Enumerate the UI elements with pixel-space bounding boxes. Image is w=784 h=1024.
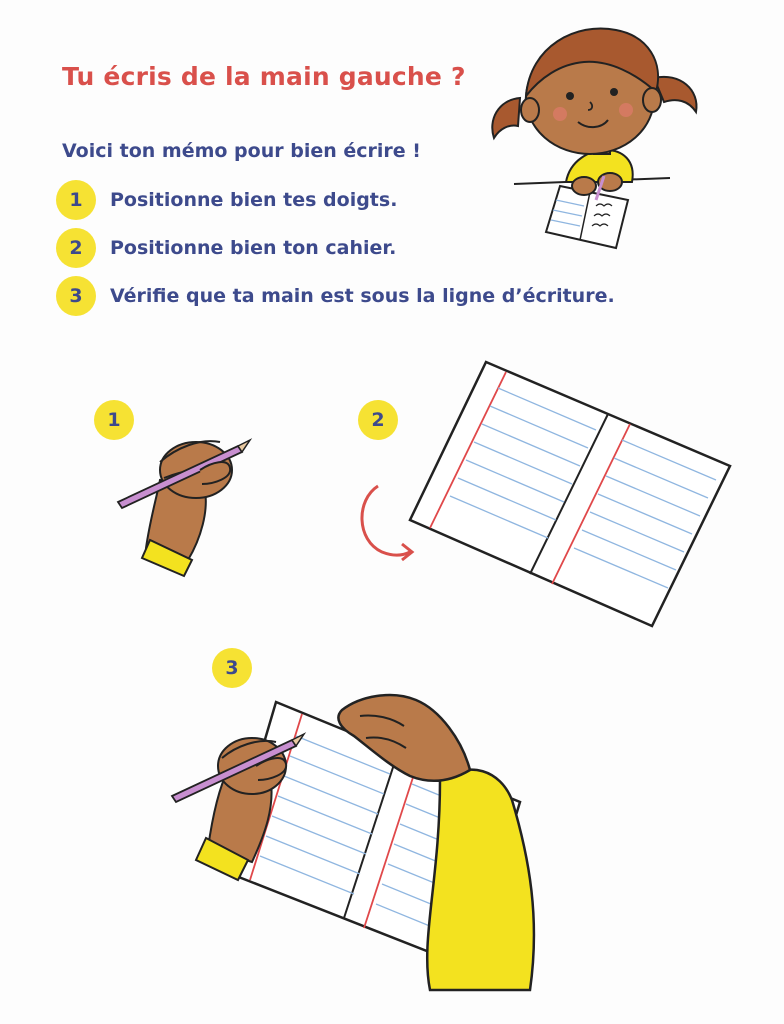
page-title: Tu écris de la main gauche ? — [62, 62, 466, 91]
step-3-text: Vérifie que ta main est sous la ligne d’écriture. — [110, 285, 615, 307]
writing-hands-icon — [172, 695, 534, 990]
rotated-notebook-icon — [410, 362, 730, 626]
figure-3-badge: 3 — [212, 648, 252, 688]
step-2-text: Positionne bien ton cahier. — [110, 237, 397, 259]
figure-2-badge: 2 — [358, 400, 398, 440]
page-subtitle: Voici ton mémo pour bien écrire ! — [62, 140, 421, 162]
step-1-text: Positionne bien tes doigts. — [110, 189, 398, 211]
rotation-arrow-icon — [362, 486, 412, 560]
girl-writing-icon — [492, 28, 696, 248]
step-3-badge: 3 — [56, 276, 96, 316]
hand-pencil-icon — [118, 440, 250, 576]
figure-1-badge: 1 — [94, 400, 134, 440]
step-2-badge: 2 — [56, 228, 96, 268]
step-1-badge: 1 — [56, 180, 96, 220]
